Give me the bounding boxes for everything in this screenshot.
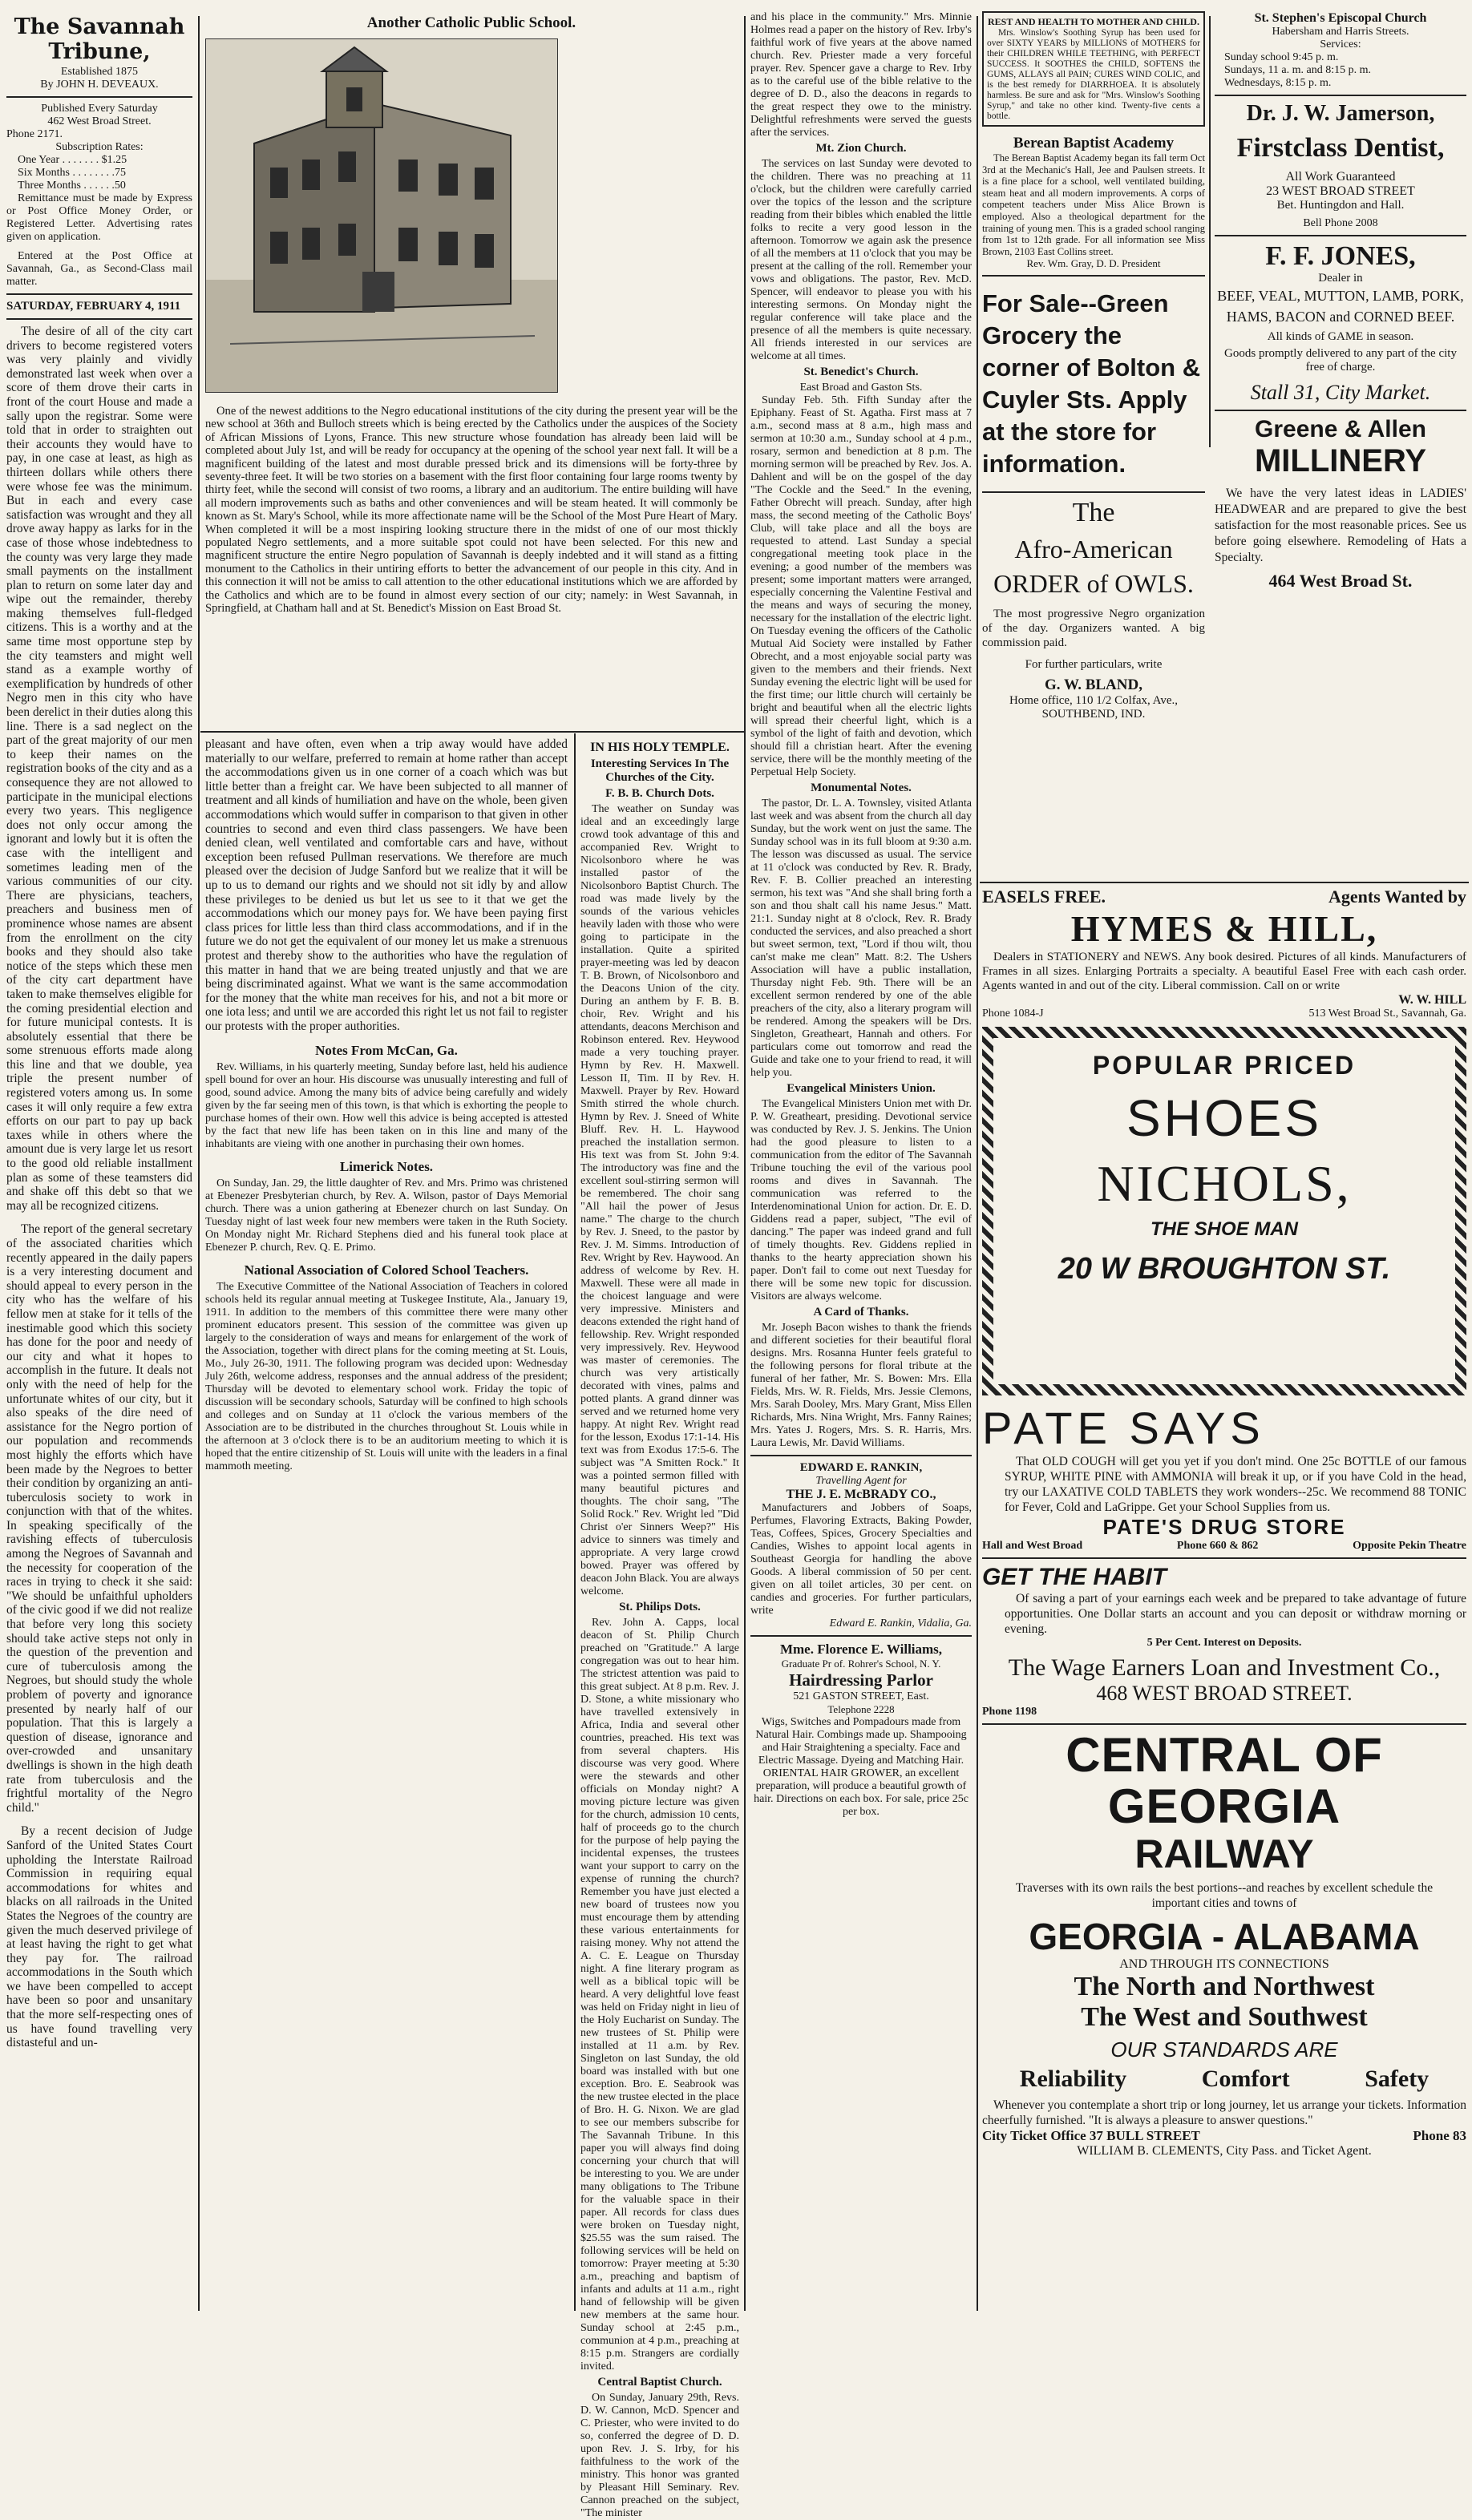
section-heading: Notes From McCan, Ga. — [315, 1043, 458, 1059]
article-body: Mr. Joseph Bacon wishes to thank the friends and different societies for their beautiful floral designs. Mrs. Rosanna Hunter feels grateful to the following persons for floral tribute at the funeral of her father, Mr. S. Bowen: Mrs. Ella Fields, Mrs. W. R. Fields, Mrs. Jessie Clemons, Mrs. Sarah Dooley, Mrs. Mary Grant, Miss Ellen Richards, Mrs. Nina Wright, Mrs. Fanny Raines; Mrs. Yates J. Rogers, Mrs. S. R. Harris, Mrs. Laura Lewis, Mr. David Williams. — [750, 1322, 972, 1449]
article-body: Sunday Feb. 5th. Fifth Sunday after the Epiphany. Feast of St. Agatha. First mass at 7 a.m., second mass at 8 a.m., high mass and sermon at 10:30 a.m., Sunday school at 4 p.m., rosary, sermon and benediction at 8 p.m. The morning sermon will be preached by Rev. Jos. A. Dahlent and will be on the gospel of the day "The Cockle and the Seed." In the evening, Father Obrecht will preach. Sunday, after high mass, the second meeting of the Catholic Boys' Club, will take place and all the boys are requested to attend. Last Sunday a special congregational meeting took place in the evening; a good number of the members was present; some important matters were arranged, especially concerning the Valentine Festival and the means and ways of securing the money, necessary for the installation of the electric light. On Tuesday evening the officers of the Catholic Mutual Aid Society were installed by Father Obrecht, and a most enjoyable social party was given to the members and their friends. Next Sunday evening the electric light will be used for the first time; our little church will certainly be bright and beautiful when all the electric lights will spread their cheerful light, which is a symbol of the light of faith and devotion, which should fill a christian heart. After the evening service, there will be the monthly meeting of the Perpetual Help Society. — [750, 394, 972, 778]
masthead-published: Published Every Saturday — [41, 103, 158, 115]
ad-body: Dealers in STATIONERY and NEWS. Any book desired. Pictures of all kinds. Manufacturers of Frames in all sizes. Enlarging Portraits a specialty. A beautiful Easel Free with each cash order. Agents wanted in and out of the city. Liberal commission. Call on or write — [982, 951, 1466, 992]
school-article — [205, 11, 738, 729]
ad-body: The Berean Baptist Academy began its fall term Oct 3rd at the Mechanic's Hall, Jee and Paulsen streets. It is a fine place for a school, well ventilated building, steam heat and all modern improvements. A corps of competent teachers under Miss Alice Brown is employed. Also a theological department for the training of young men. This is a graded school ranging from 1st to 12th grade. For all information see Miss Brown, 2103 East Collins street. — [982, 152, 1205, 257]
ad-body: We have the very latest ideas in LADIES' HEADWEAR and are prepared to give the best satisfaction for the most reasonable prices. See us before going elsewhere. Remodeling of Hats a Specialty. — [1215, 487, 1466, 564]
ad-states: GEORGIA - ALABAMA — [1029, 1916, 1420, 1957]
divider — [980, 882, 1469, 883]
column-4 — [750, 11, 972, 2320]
ad-body: Mrs. Winslow's Soothing Syrup has been used for over SIXTY YEARS by MILLIONS of MOTHERS for their CHILDREN WHILE TEETHING, with PERFECT SUCCESS. It SOOTHES the CHILD, SOFTENS the GUMS, ALLAYS all PAIN; CURES WIND COLIC, and is the best remedy for DIARRHOEA. It is absolutely harmless. Be sure and ask for "Mrs. Winslow's Soothing Syrup," and take no other kind. Twenty-five cents a bottle. — [987, 28, 1200, 121]
ad-stall: Stall 31, City Market. — [1250, 381, 1431, 404]
masthead-phone: Phone 2171. — [6, 128, 63, 140]
ad-address: 468 WEST BROAD STREET. — [1096, 1682, 1353, 1705]
ad-line: OUR STANDARDS ARE — [1110, 2037, 1338, 2062]
ad-standard: Comfort — [1201, 2066, 1290, 2092]
ad-title: Hairdressing Parlor — [789, 1670, 933, 1690]
editorial-paragraph: By a recent decision of Judge Sanford of the United States Court upholding the Interstate Railroad Commission in requiring equal accommodations for whites and blacks on all railroads in the United States the Negroes of the country are given the much deserved privilege of at least having the right to get what they pay for. The railroad accommodations in the South which we have been compelled to accept have been so poor and unsanitary that the more self-respecting ones of us have found travelling very distasteful and un- — [6, 1824, 192, 2050]
ad-body: BEEF, VEAL, MUTTON, LAMB, PORK, HAMS, BACON and CORNED BEEF. — [1217, 288, 1464, 325]
divider — [1215, 410, 1466, 411]
ad-line: AND THROUGH ITS CONNECTIONS — [1119, 1957, 1329, 1971]
ad-phone: Phone 1198 — [982, 1706, 1037, 1718]
ad-name: F. F. JONES, — [1265, 241, 1416, 271]
article-heading: Another Catholic Public School. — [366, 14, 576, 31]
ad-line: All kinds of GAME in season. — [1267, 330, 1414, 343]
section-heading: National Association of Colored School Teachers. — [244, 1262, 529, 1278]
wide-ads — [982, 886, 1466, 2321]
williams-ad — [750, 1642, 972, 1819]
ad-title: Afro-American — [1014, 535, 1173, 564]
article-body: On Sunday, Jan. 29, the little daughter of Rev. and Mrs. Primo was christened at Ebenezer Presbyterian church, by Rev. A. Wilson, pastor of Days Memorial church. There was a union gathering at Ebenezer church on last Sunday. On Tuesday night of last week four new members were taken in the Ruth Society. On Monday night Mr. Richard Stephens died and his funeral took place at Ebenezer P. church, Rev. Q. E. Primo. — [205, 1177, 568, 1254]
ad-company: THE J. E. McBRADY CO., — [786, 1488, 936, 1501]
ad-footer-row — [982, 1540, 1466, 1553]
article-body: The weather on Sunday was ideal and an exceedingly large crowd took advantage of this and accompanied Rev. Wright to Nicolsonboro where he was installed pastor of the Nicolsonboro Baptist Church. The road was made lively by the sounds of the various vehicles heavily laden with those who were going to participate in the installation. Quite a spirited prayer-meeting was led by deacon T. B. Brown, of Nicolsonboro and the Deacons Union of the city. During an anthem by F. B. B. choir, Rev. Wright and his attendants, deacons Merchison and Robinson entered. Rev. Heywood made a very touching prayer. Hymn by Rev. H. Maxwell. Lesson II, Tim. II by Rev. H. Maxwell. Prayer by Rev. Howard Smith stirred the whole church. Hymn by Rev. J. Sneed of White Bluff. Rev. H. L. Haywood preached the installation sermon. His text was from St. John 9:4. The introductory was fine and the excellent soul-stirring sermon will be remembered. The choir sang "All hail the power of Jesus name." The charge to the church by Rev. J. Sneed, to the pastor by Rev. J. M. Simms. Introduction of Rev. Wright by Rev. Haywood. An address of welcome by Rev. H. Maxwell. These were all made in the choicest language and were very impressive. Ministers and deacons extended the right hand of fellowship. Rev. Wright responded very impressively. Rev. Heywood was master of ceremonies. The church was very artistically decorated with vines, palms and potted plants. A grand dinner was served and we returned home very happy. At night Rev. Wright read for the lesson, Exodus 17:1-14. His text was from Exodus 17:5-6. The subject was "A Smitten Rock." It was a pointed sermon filled with many beautiful pictures and thoughts. The choir sang, "The Solid Rock." Rev. Wright led "Did Christ o'er Sinners Weep?" His advice to sinners was timely and appropriate. A very large crowd bowed. Prayer was offered by deacon John Black. You are always welcome. — [580, 803, 739, 1597]
section-heading: St. Philips Dots. — [619, 1601, 701, 1613]
rate-line: Three Months . . . . . .50 — [18, 180, 126, 192]
ad-line: Dealer in — [1318, 272, 1363, 285]
ad-agents: Agents Wanted by — [1328, 886, 1466, 907]
ad-name: Mme. Florence E. Williams, — [779, 1642, 943, 1657]
ad-body: Manufacturers and Jobbers of Soaps, Perfumes, Flavoring Extracts, Baking Powder, Teas, Coffees, Spices, Grocery Specialties and Candies, Wishes to appoint local agents in Southeast Georgia for handling the above Goods. A liberal commission of 50 per cent. given on all toilet articles, 30 per cent. on candies and groceries. For further particulars, write — [750, 1502, 972, 1617]
jones-ad — [1215, 241, 1466, 405]
section-heading: Central Baptist Church. — [597, 2376, 722, 2389]
ad-subheading: Services: — [1320, 38, 1361, 50]
ad-city: SOUTHBEND, IND. — [1041, 708, 1146, 721]
st-stephens-ad — [1215, 11, 1466, 90]
editorial-paragraph: The desire of all of the city cart drivers to become registered voters was very plainly and vividly demonstrated last week when over a score of them drove their carts in front of the court House and made a sally upon the registrar. Some were told that in order to straighten out their accounts they would have to pay, in one case at least, as high as thirteen dollars while others there were whose fee was the minimum. But in each and every case satisfaction was wrought and they all drove away happy as larks for in the case of those whose indebtedness to the county was very large they made small payments on the installment plan to return on some later day and wipe out the remainder, thereby making themselves full-fledged citizens. This is a worthy and at the same time most opportune step by the city teamsters and might well stand as a example worthy of exemplification by hundreds of other Negro men in this city who have been derelict in their duties along this line. There is a sad neglect on the part of the great majority of our men to keep their names on the registration books of the city and as a consequence they are not allowed to participate in the municipal elections every two years. This negligence does not only occur among the ignorant and lowly but it is often the case with the intelligent and sometimes leading men of the various communities of our city. There are physicians, teachers, preachers and business men of prominence whose names are absent from the enrollment on the city books and they should also take notice of the steps which these men of the city cart department have taken to make themselves eligible for the coming presidential election and for future municipal contests. It is absolutely essential that there be some strenuous efforts made along this line and that we double, yea triple the present number of registered voters among us. In some cases it will only require a few extra efforts on our part to pay up back taxes while in others where the amount due is very large let us resort to the good old reliable installment plan as some of these teamsters did and shake off this debt so that we may all be recognized citizens. — [6, 325, 192, 1213]
ad-body: Of saving a part of your earnings each week and be prepared to take advantage of future opportunities. One Dollar starts an account and you can deposit or withdraw morning or evening. — [1005, 1592, 1466, 1636]
ad-heading: REST AND HEALTH TO MOTHER AND CHILD. — [988, 16, 1199, 27]
masthead-title: The Savannah Tribune, — [14, 14, 185, 64]
ad-body: Traverses with its own rails the best portions--and reaches by excellent schedule the important cities and towns of — [1015, 1881, 1434, 1910]
article-body: The services on last Sunday were devoted to the children. There was no preaching at 11 o'clock, but the children were carefully carried over the topics of the lesson and the scripture reading from their bibles which enabled the little folks to recite a very good lesson in the afternoon. Tomorrow we again ask the presence of all the members at 11 o'clock that you may be present at the calling of the roll. Remember your vows and obligations. The pastor, Rev. McD. Spencer, will endeavor to please you with his interesting sermons. On Monday night the regular conference will take place and the presence of all the members is quite necessary. All friends interested in our services are welcome at all times. — [750, 158, 972, 362]
ad-address: 464 West Broad St. — [1268, 571, 1413, 591]
ad-location: Opposite Pekin Theatre — [1353, 1540, 1466, 1552]
ad-route: The West and Southwest — [1081, 2002, 1368, 2032]
article-body: Rev. John A. Capps, local deacon of St. Philip Church preached on "Gratitude." A large congregation was out to hear him. The strictest attention was paid to this great subject. At 8 p.m. Rev. J. D. Stone, a white missionary who have travelled extensively in Africa, India and several other countries, preached. His text was from several chapters. His discourse was very good. Where were the stewards and other officials on Monday night? A moving picture lecture was given for the church, admission 10 cents, half of proceeds go to the church for the purpose of help paying the incidental expenses, the trustees want your support to carry on the expense of running the church? Remember you have just elected a new board of trustees now you must encourage them by attending these various entertainments for raising money. Why not attend the A. C. E. League on Thursday night. A fine literary program as well as a biblical topic will be heard. A very delightful love feast was held on Friday night in lieu of the Holy Eucharist on Sunday. The new trustees of St. Philip were installed at 11 a.m. by Rev. Singleton on last Sunday, the old board was installed with but one exception. Bro. E. Seabrook was the new trustee elected in the place of Bro. H. G. Nixon. We are glad to see our members subscribe for The Savannah Tribune. In this paper you will always find doing concerning your church that will be interesting to you. We are under many obligations to The Tribune for the valuable space in their paper. All records for class dues were broken on Tuesday night, $25.55 was the sum raised. The following services will be held on tomorrow: Prayer meeting at 5:30 a.m., preaching and baptism of infants and adults at 11 a.m., right hand of fellowship will be given new members at the same hour. Sunday school at 2:45 p.m., communion at 4 p.m., preaching at 8:15 p.m. Strangers are cordially invited. — [580, 1617, 739, 2373]
article-body: The Executive Committee of the National Association of Teachers in colored schools held its regular annual meeting at Tuskegee Institute, Ala., January 19, 1911. In addition to the members of this committee there were many other prominent educators present. This session of the committee was given up largely to the consideration of ways and means for enlargement of the work of the Association, together with direct plans for the coming meeting at St. Louis, Mo., July 26-30, 1911. The following program was decided upon: Wednesday July 26th, welcome address, responses and the annual address of the president; Thursday will be devoted to elementary school work. Friday the topic of discussion will be secondary schools, Saturday will be confined to high schools and colleges and on Sunday at 11 o'clock the various members of the Association are to be distributed in the churches throughout St. Louis while in the afternoon at 3 o'clock there is to be an auditorium meeting to which it is hoped that the entire citizenship of St. Louis will unite with the leaders in a final mammoth meeting. — [205, 1281, 568, 1473]
divider — [982, 275, 1205, 277]
ad-address: Habersham and Harris Streets. — [1272, 26, 1409, 38]
divider — [982, 491, 1205, 493]
column-2 — [205, 737, 568, 2320]
service-time: Sundays, 11 a. m. and 8:15 p. m. — [1224, 64, 1372, 76]
section-heading: Limerick Notes. — [339, 1159, 434, 1175]
divider — [1215, 95, 1466, 96]
column-1 — [6, 11, 192, 2320]
divider — [1215, 235, 1466, 236]
ad-route: The North and Northwest — [1074, 1972, 1375, 2001]
ad-address: 20 W BROUGHTON ST. — [1057, 1252, 1391, 1286]
masthead-editor: By JOHN H. DEVEAUX. — [40, 79, 159, 91]
ad-subtitle: THE SHOE MAN — [1150, 1218, 1298, 1240]
ad-role: Travelling Agent for — [815, 1475, 907, 1487]
article-continuation: and his place in the community." Mrs. Minnie Holmes read a paper on the history of Rev. Irby's faithful work of five years at the above named church. Rev. Priester made a very forceful prayer. Rev. Spencer gave a charge to Rev. Irby as to the careful use of the bible relative to the degree of D. D., also the deacons in regards to the great respect they owe to the ministry. Delightful refreshments were served the guests after the services. — [750, 11, 972, 139]
column-rule — [977, 16, 978, 2311]
column-rule — [574, 733, 576, 2311]
ad-phone: Telephone 2228 — [827, 1703, 895, 1715]
postal-note: Entered at the Post Office at Savannah, Ga., as Second-Class mail matter. — [6, 250, 192, 288]
column-rule — [198, 16, 200, 2311]
column-3 — [580, 737, 739, 2519]
ad-line: Bet. Huntingdon and Hall. — [1276, 199, 1405, 212]
divider — [982, 1557, 1466, 1559]
masthead-established: Established 1875 — [60, 66, 139, 78]
ad-name: EDWARD E. RANKIN, — [799, 1461, 923, 1474]
divider — [750, 1455, 972, 1456]
ad-address: 513 West Broad St., Savannah, Ga. — [1308, 1008, 1466, 1020]
ad-heading: St. Stephen's Episcopal Church — [1254, 11, 1427, 25]
ad-heading: Berean Baptist Academy — [1013, 135, 1175, 151]
divider — [6, 293, 192, 295]
ad-title: RAILWAY — [1134, 1831, 1314, 1876]
ad-title: CENTRAL OF GEORGIA — [1066, 1728, 1383, 1833]
divider — [6, 96, 192, 98]
section-heading: Monumental Notes. — [811, 781, 912, 794]
ad-signature: Rev. Wm. Gray, D. D. President — [1026, 257, 1161, 270]
ad-name: G. W. BLAND, — [1045, 676, 1142, 694]
ad-phone: Phone 660 & 862 — [1176, 1540, 1259, 1552]
ad-name: Greene & Allen — [1255, 416, 1426, 442]
ad-standard: Safety — [1365, 2066, 1430, 2092]
ad-address: 521 GASTON STREET, East. — [793, 1690, 929, 1702]
column-rule — [744, 16, 746, 2311]
ad-line: All Work Guaranteed — [1285, 170, 1396, 184]
ad-address: Hall and West Broad — [982, 1540, 1083, 1552]
dateline: SATURDAY, FEBRUARY 4, 1911 — [6, 300, 181, 313]
ad-ticket-office: City Ticket Office 37 BULL STREET — [982, 2128, 1200, 2143]
section-heading: St. Benedict's Church. — [803, 365, 919, 378]
remittance-note: Remittance must be made by Express or Post Office Money Order, or Registered Letter. Advertising rates given on application. — [6, 192, 192, 243]
ad-phone: Phone 83 — [1413, 2128, 1466, 2143]
ad-company: The Wage Earners Loan and Investment Co., — [1008, 1654, 1441, 1681]
ad-interest: 5 Per Cent. Interest on Deposits. — [1146, 1637, 1302, 1649]
article-body: The pastor, Dr. L. A. Townsley, visited Atlanta last week and was absent from the church all day Sunday, but the work went on just the same. The Sunday school was in its full bloom at 9:30 a.m. The lesson was discussed as usual. The service at 11 o'clock was conducted by Rev. R. Brady, Rev. F. B. Collier preached an interesting sermon, his text was "And she shall bring forth a son and thou shalt call his name Jesus." Matt. 21:1. Sunday night at 8 o'clock, Rev. R. Brady conducted the services, and also preached a short but sweet sermon, text, "Lord if thou wilt, thou can'st make me clean" Matt. 8:2. The Ushers Association will have a public installation, Thursday night Feb. 9th. There will be an excellent sermon rendered by one of the able preachers of the city, also a literary program will be rendered. Among the speakers will be Drs. Singleton, Greatheart, Hannah and others. For particulars come out tomorrow and read the Guide and take one to your friend to read, it will help you. — [750, 798, 972, 1079]
column-rule — [1209, 16, 1211, 447]
ad-footer-row — [982, 2128, 1466, 2144]
winslow-ad — [982, 11, 1205, 127]
ad-store: PATE'S DRUG STORE — [1102, 1515, 1346, 1539]
for-sale-ad: For Sale--Green Grocery the corner of Bolton & Cuyler Sts. Apply at the store for information. — [982, 289, 1201, 479]
article-body: One of the newest additions to the Negro educational institutions of the city during the present year will be the new school at 36th and Bulloch streets which is being erected by the Catholics under the auspices of the Society of African Missions of Lyons, France. This new structure whose foundation has already been laid will be completed about July 1st, and will be ready for occupancy at the opening of the school year next fall. It will be a magnificent building of the latest and most durable pressed brick and its dimensions will be forty-three by seventy-three feet. It will be two stories on a basement with the first floor containing four large rooms twenty by thirty feet, while the second will consist of two rooms, a library and an auditorium. The entire building will have all modern improvements such as baths and other conveniences and will be steam heated. It will commonly be known as St. Mary's School, while its more affectionate name will be the School of the Most Pure Heart of Mary. When completed it will be a most inspiring looking structure there in the midst of one of our most thickly populated Negro settlements, and a more suitable spot could not have been selected. For this new and magnificent structure the entire Negro population of Savannah is deeply indebted and it will stand as a fitting monument to the Catholics in their untiring efforts to better the advancement of our people in this city. And in this connection it will not be amiss to call attention to the other educational institutions which we are afforded by the Catholics and which are to be found in almost every section of our city; namely: in West Savannah, in Springfield, at Chatham hall and at St. Benedict's Mission on East Broad St. — [205, 405, 738, 616]
ad-title: SHOES — [1126, 1089, 1323, 1147]
ad-standards-row — [982, 2066, 1466, 2093]
section-subheading: East Broad and Gaston Sts. — [799, 382, 923, 394]
section-heading: Evangelical Ministers Union. — [787, 1082, 936, 1095]
rate-line: One Year . . . . . . . $1.25 — [18, 154, 127, 166]
ad-signature: WILLIAM B. CLEMENTS, City Pass. and Ticket Agent. — [1077, 2144, 1372, 2158]
article-body: On Sunday, January 29th, Revs. D. W. Cannon, McD. Spencer and C. Priester, who were invited to do so, conferred the degree of D. D. upon Rev. J. S. Irby, for his faithfulness to the work of the ministry. This honor was granted by Pleasant Hill Seminary. Rev. Cannon preached on the subject, "The minister — [580, 2392, 739, 2519]
ad-title: ORDER of OWLS. — [993, 569, 1194, 599]
ad-header-row — [982, 886, 1466, 907]
ad-signature: W. W. HILL — [1398, 993, 1466, 1007]
editorial-continuation: pleasant and have often, even when a trip away would have added materially to our welfare, preferred to remain at home rather than accept the accommodations given us in one corner of a coach which was but little better than a freight car. We have been subjected to all manner of treatment and all kinds of humiliation and have on the whole, been given accommodations which would suffer in comparison to that given in other countries to second and even third class passengers. We have been denied clean, well ventilated and comfortable cars and have, without exception been refused Pullman reservations. We therefore are much pleased over the decision of Judge Sanford but we realize that it will be up to us to demand our rights and we should not sit idly by and allow these privileges to be denied us but let us see to it that we get the accommodations which our money pays for. We have been paying first class prices for little less than third class accommodations, and if in the future we do not get the equivalent of our money let us make a strenuous protest and thereby show to the authorities who have the regulation of this matter in hand that we are being treated unjustly and that we are being discriminated against. What we want is the same accommodation for the money that the white man receives for his, and not a bit more or one iota less; and until we are accorded this right let us not fail to register our protests with the proper authorities. — [205, 737, 568, 1033]
central-of-georgia-ad — [982, 1730, 1466, 2159]
section-heading: Mt. Zion Church. — [815, 142, 907, 155]
berean-ad — [982, 135, 1205, 270]
ad-line: Goods promptly delivered to any part of the city free of charge. — [1224, 347, 1457, 374]
ad-signature: Edward E. Rankin, Vidalia, Ga. — [829, 1617, 972, 1630]
ad-body: The most progressive Negro organization of the day. Organizers wanted. A big commission paid. — [982, 608, 1205, 650]
column-6-ads — [1215, 11, 1466, 877]
divider — [6, 318, 192, 320]
ad-subline: Graduate Pr of. Rohrer's School, N. Y. — [781, 1658, 941, 1670]
ad-title: Firstclass Dentist, — [1236, 133, 1445, 163]
ad-the: The — [1072, 498, 1115, 528]
school-building-illustration — [205, 38, 558, 393]
ad-standard: Reliability — [1019, 2066, 1127, 2092]
ad-easels: EASELS FREE. — [982, 886, 1106, 907]
masthead-address: 462 West Broad Street. — [47, 115, 152, 127]
ad-title: MILLINERY — [1254, 443, 1427, 479]
section-heading: F. B. B. Church Dots. — [605, 787, 714, 800]
service-time: Sunday school 9:45 p. m. — [1224, 51, 1339, 63]
greene-allen-ad — [1215, 416, 1466, 592]
ad-address: 23 WEST BROAD STREET — [1266, 184, 1415, 198]
ad-body: That OLD COUGH will get you yet if you don't mind. One 25c BOTTLE of our famous SYRUP, WHITE PINE with AMMONIA will break it up, or if you have Cold in the head, try our LAXATIVE COLD TABLETS they work wonders--25c. We recommend 88 TONIC for Fever, Cold and LaGrippe. Get your School Supplies from us. — [1005, 1455, 1466, 1514]
subscription-heading: Subscription Rates: — [55, 141, 144, 153]
pate-ad — [982, 1402, 1466, 1553]
section-heading: IN HIS HOLY TEMPLE. — [590, 741, 730, 754]
column-5-ads — [982, 11, 1205, 877]
ad-footer-row — [982, 1008, 1466, 1020]
ad-line: POPULAR PRICED — [1092, 1051, 1357, 1080]
hymes-hill-ad — [982, 886, 1466, 1020]
editorial-paragraph: The report of the general secretary of the associated charities which recently appeared in the daily papers is a very interesting document and should appeal to every person in the city who has the welfare of his fellow men at stake for it tells of the inestimable good which this society has done for the poor and needy of our city and what it hopes to accomplish in the future. It deals not only with the need of help for the unfortunate whites of our city, but it also speaks of the dire need of assistance for the Negro portion of our population and recommends most highly the efforts which have been made by the Negroes to better their condition by organizing an anti-tuberculosis society to work in conjunction with that of the whites. In speaking specifically of the ravishing effects of tuberculosis among the Negroes of Savannah and the necessity for cooperation of the races in trying to check it she said: "We should be unfaithful upholders of the civic good if we did not realize that before very long this society should take active steps not only in the question of the prevention and cure of tuberculosis among the Negroes, but should study the whole problem of poverty and ignorance presented by nearly half of our population. That this is largely a question of disease, ignorance and over-crowded and unsanitary dwellings is shown in the high death rate from tuberculosis and the frightful mortality of the Negro child." — [6, 1222, 192, 1815]
nichols-shoes-ad — [982, 1027, 1466, 1395]
article-body: The Evangelical Ministers Union met with Dr. P. W. Greatheart, presiding. Devotional service was conducted by Rev. J. S. Jenkins. The Union had the good pleasure to listen to a communication from the editor of The Savannah Tribune touching the evil of the various pool rooms and dives in Savannah. The communication was referred to the Interdenominational Union for action. Dr. E. D. Giddens read a paper, subject, "The evil of dancing." The paper was indeed grand and full of timely thoughts. Rev. Giddens replied in thanks to the hearty appreciation shown his paper. Don't fail to come out next Tuesday for there will be some new topic for discussion. Visitors are always welcome. — [750, 1098, 972, 1302]
ad-body: Whenever you contemplate a short trip or long journey, let us arrange your tickets. Information cheerfully furnished. "It is always a pleasure to answer questions." — [982, 2098, 1466, 2127]
ad-title: PATE SAYS — [982, 1403, 1265, 1453]
section-heading: A Card of Thanks. — [813, 1306, 909, 1319]
ad-phone: Bell Phone 2008 — [1303, 217, 1378, 229]
rate-line: Six Months . . . . . . . .75 — [18, 167, 126, 179]
rankin-ad — [750, 1461, 972, 1630]
ad-address: Home office, 110 1/2 Colfax, Ave., — [1009, 694, 1179, 708]
ad-title: HYMES & HILL, — [1070, 908, 1378, 949]
article-body: Rev. Williams, in his quarterly meeting, Sunday before last, held his audience spell bound for over an hour. His discourse was unusually interesting and full of good, sound advice. Among the many bits of advice being carefully and widely given by the far seeing men of this town, is that which is exhorting the people to purchase homes of their own. How well this advice is being accepted is attested by the fact that new life has been taken on in this line and many of the inhabitants are vieing with one another in purchasing their own homes. — [205, 1061, 568, 1151]
ad-body: Wigs, Switches and Pompadours made from Natural Hair. Combings made up. Shampooing and Hair Straightening a specialty. Face and Electric Massage. Dyeing and Matching Hair. ORIENTAL HAIR GROWER, an excellent preparation, will produce a beautiful growth of hair. Directions on each box. For sale, price 25c per box. — [754, 1716, 969, 1818]
divider — [750, 1635, 972, 1637]
ad-name: Dr. J. W. Jamerson, — [1246, 101, 1435, 126]
owls-ad — [982, 498, 1205, 721]
divider — [982, 1723, 1466, 1725]
wage-earners-ad — [982, 1564, 1466, 1718]
divider — [200, 731, 746, 733]
ad-phone: Phone 1084-J — [982, 1008, 1044, 1020]
ad-name: NICHOLS, — [1097, 1155, 1352, 1212]
jamerson-ad — [1215, 101, 1466, 230]
ad-title: GET THE HABIT — [982, 1564, 1167, 1590]
ad-write: For further particulars, write — [1025, 658, 1163, 672]
service-time: Wednesdays, 8:15 p. m. — [1224, 77, 1332, 89]
section-subheading: Interesting Services In The Churches of the City. — [590, 757, 730, 784]
